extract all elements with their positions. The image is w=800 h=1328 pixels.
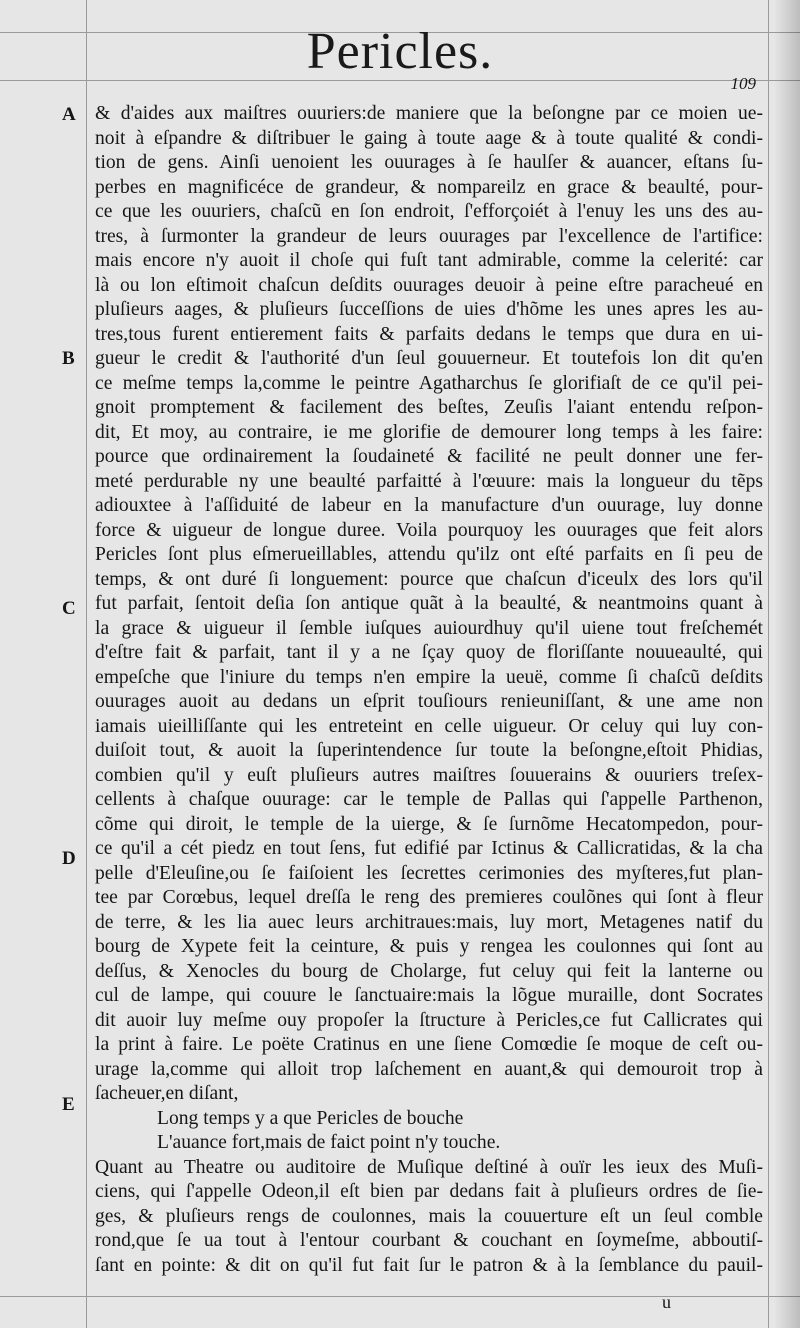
margin-letter-c: C — [62, 598, 76, 619]
text-line: ce qu'il a cét piedz en tout ſens, fut edifié par Ictinus & Callicratidas, & la cha — [95, 838, 763, 859]
text-line: rond,que ſe ua tout à l'entour courbant & couchant en ſoymeſme, abboutiſ- — [95, 1230, 763, 1251]
running-header — [0, 22, 800, 82]
text-line: empeſche que l'iniure du temps n'en empire la ueuë, comme ſi chaſcũ deſdits — [95, 666, 763, 688]
text-line: force & uigueur de longue duree. Voila pourquoy les ouurages que feit alors — [95, 519, 763, 541]
page-title: Pericles. — [306, 23, 494, 80]
text-line: mais encore n'y auoit il choſe qui fuſt tant admirable, comme la celerité: car — [95, 250, 763, 271]
text-line: & d'aides aux maiſtres ouuriers:de maniere que la beſongne par ce moien ue- — [95, 103, 763, 124]
text-line: temps, & ont duré ſi longuement: pource que chaſcun d'iceulx des lors qu'il — [95, 568, 763, 590]
scan-edge-shadow — [774, 0, 800, 1328]
text-line: pelle d'Eleuſine,ou ſe faiſoient les ſecrettes cerimonies des myſteres,fut plan- — [95, 862, 763, 884]
text-line: pource que ordinairement la ſoudaineté & facilité ne peult donner une fer- — [95, 446, 763, 467]
text-line: dit auoir luy meſme ouy propoſer la ſtructure à Pericles,ce fut Callicrates qui — [95, 1009, 763, 1031]
text-line: ouurages auoit au dedans un eſprit touſiours renieuniſſant, & une ame non — [95, 691, 763, 712]
text-line: là ou lon eſtimoit chaſcun deſdits ouurages deuoir à peine eſtre paracheué en — [95, 274, 763, 296]
verse-line: L'auance fort,mais de faict point n'y touche. — [157, 1132, 501, 1153]
margin-letter-b: B — [62, 348, 75, 369]
text-line: tres,tous furent entierement faits & parfaits dedans le temps que dura en ui- — [95, 323, 763, 345]
frame-rule-right — [768, 0, 769, 1328]
main-text-block — [95, 102, 763, 1278]
margin-letter-e: E — [62, 1094, 75, 1115]
text-line: noit à eſpandre & diſtribuer le gaing à toute aage & à toute qualité & condi- — [95, 127, 763, 149]
text-line: bourg de Xypete feit la ceinture, & puis y rengea les coulonnes qui ſont au — [95, 936, 763, 957]
text-line: gnoit promptement & facilement des beſtes, Zeuſis l'aiant entendu reſpon- — [95, 397, 763, 418]
verse-line: Long temps y a que Pericles de bouche — [157, 1107, 464, 1129]
text-line: dit, Et moy, au contraire, ie me glorifie de demourer long temps à les faire: — [95, 421, 763, 443]
text-line: cul de lampe, qui couure le ſanctuaire:mais la lõgue muraille, dont Socrates — [95, 985, 763, 1006]
text-line: ges, & pluſieurs rengs de coulonnes, mais la couuerture eſt un ſeul comble — [95, 1205, 763, 1227]
text-line: de terre, & les lia auec leurs architraues:mais, luy mort, Metagenes natif du — [95, 911, 763, 933]
margin-letter-d: D — [62, 848, 76, 869]
folio-number: 109 — [730, 74, 756, 93]
text-line: deſſus, & Xenocles du bourg de Cholarge, fut celuy qui feit la lanterne ou — [95, 960, 763, 982]
text-line: fut parfait, ſentoit deſia ſon antique quãt à la beaulté, & neantmoins quant à — [95, 593, 763, 614]
signature-mark: u — [662, 1292, 671, 1312]
text-line: combien qu'il y euſt pluſieurs autres maiſtres ſouuerains & ouuriers treſex- — [95, 764, 763, 786]
text-line: ce que les ouuriers, chaſcũ en ſon endroit, ſ'efforçoiét à l'enuy les uns des au- — [95, 201, 763, 222]
text-line: la grace & uigueur il ſemble iuſques auiourdhuy qu'il uiene tout freſchemét — [95, 617, 763, 639]
text-line: adiouxtee à l'aſſiduité de labeur en la manufacture d'un ouurage, luy donne — [95, 495, 763, 516]
text-line: Quant au Theatre ou auditoire de Muſique deſtiné à ouïr les ieux des Muſi- — [95, 1156, 763, 1178]
text-line: ciens, qui ſ'appelle Odeon,il eſt bien par dedans fait à pluſieurs ordres de ſie- — [95, 1181, 763, 1202]
text-line: cõme qui diroit, le temple de la uierge, & ſe ſurnõme Hecatompedon, pour- — [95, 813, 763, 835]
frame-rule-left — [86, 0, 87, 1328]
margin-letter-a: A — [62, 104, 76, 125]
text-line: tee par Corœbus, lequel dreſſa le reng des premieres coulõnes qui ſont à fleur — [95, 887, 763, 908]
text-line: meté perdurable ny une beaulté parfaitté à l'œuure: mais la longueur du tẽps — [95, 470, 763, 492]
text-line: iamais uieilliſſante qui les entreteint en celle uigueur. Or celuy qui luy con- — [95, 715, 763, 737]
text-line: cellents à chaſque ouurage: car le temple de Pallas qui ſ'appelle Parthenon, — [95, 789, 763, 810]
text-line: Pericles ſont plus eſmerueillables, attendu qu'ilz ont eſté parfaits en ſi peu de — [95, 544, 763, 565]
text-line: la print à faire. Le poëte Cratinus en une ſiene Comœdie ſe moque de ceſt ou- — [95, 1034, 763, 1055]
text-line: duiſoit tout, & auoit la ſuperintendence ſur toute la beſongne,eſtoit Phidias, — [95, 740, 763, 761]
text-line: ſacheuer,en diſant, — [95, 1083, 239, 1104]
text-line: urage la,comme qui alloit trop laſchement en auant,& qui demouroit trop à — [95, 1058, 763, 1080]
text-line: tion de gens. Ainſi uenoient les ouurages à ſe haulſer & auancer, eſtans ſu- — [95, 152, 763, 173]
text-line: pluſieurs aages, & pluſieurs ſucceſſions de uies d'hõme les unes apres les au- — [95, 299, 763, 320]
text-line: ſant en pointe: & dit on qu'il fut fait ſur le patron & à la ſemblance du pauil- — [95, 1254, 763, 1276]
text-line: d'eſtre fait & parfait, tant il y a ne ſçay quoy de floriſſante nouueaulté, qui — [95, 642, 763, 663]
text-line: ce meſme temps la,comme le peintre Agatharchus ſe glorifiaſt de ce qu'il pei- — [95, 372, 763, 394]
text-line: gueur le credit & l'authorité d'un ſeul gouuerneur. Et toutefois lon dit qu'en — [95, 348, 763, 369]
text-line: tres, à ſurmonter la grandeur de leurs ouurages par l'excellence de l'artifice: — [95, 225, 763, 247]
text-line: perbes en magnificéce de grandeur, & nompareilz en grace & beaulté, pour- — [95, 176, 763, 198]
frame-rule-bottom — [0, 1296, 800, 1297]
